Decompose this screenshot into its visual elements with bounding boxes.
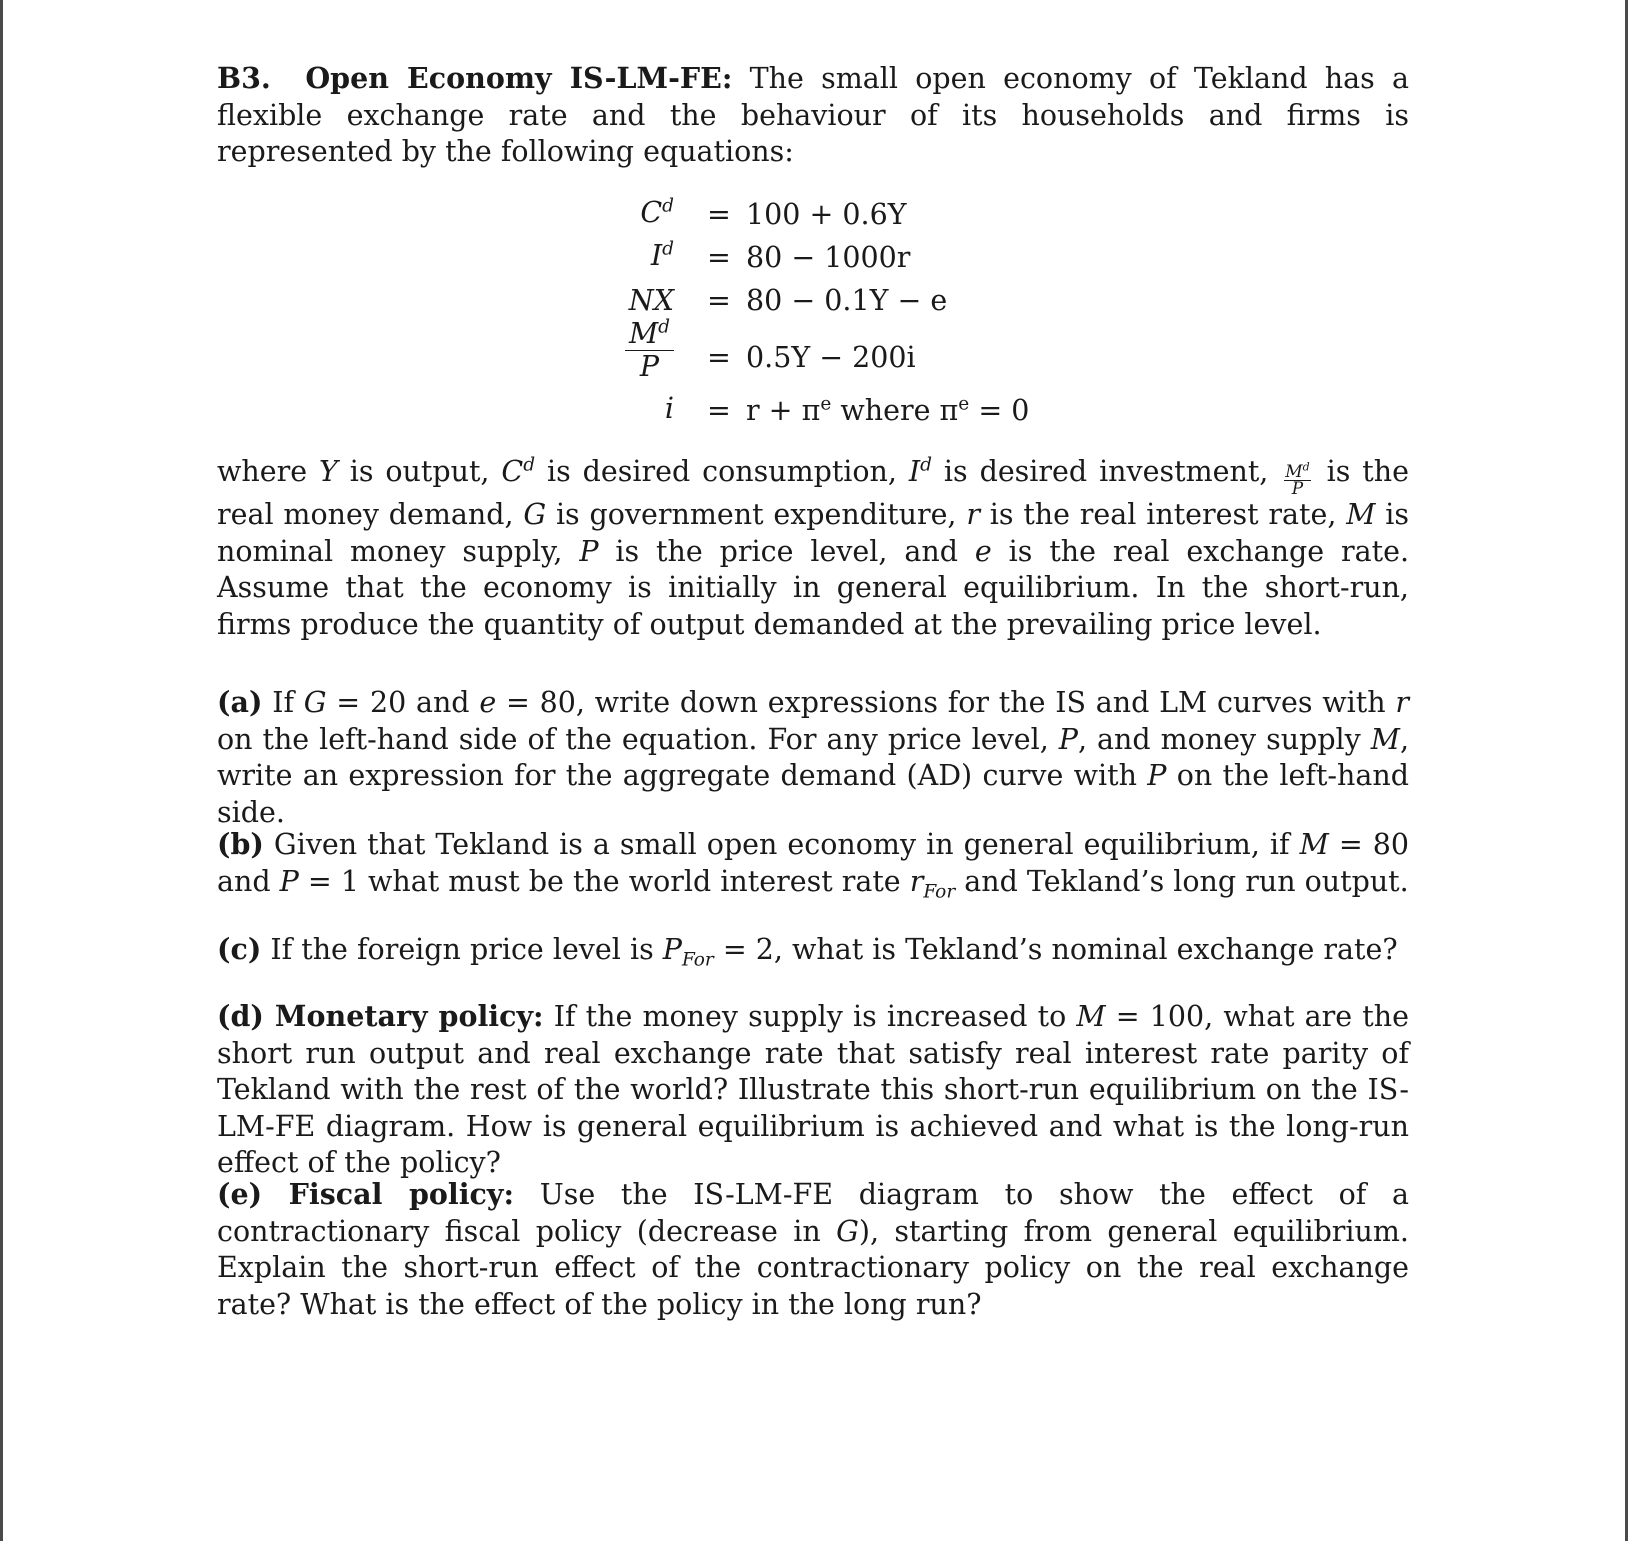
equals-sign: =	[707, 198, 731, 231]
page-edge-left	[0, 0, 3, 1541]
equation-rhs-money-demand: 0.5Y − 200i	[746, 341, 916, 374]
equation-lhs-net-exports: NX	[628, 284, 674, 317]
part-c: (c) If the foreign price level is $P_{For} = 2$, what is Tekland’s nominal exchange rate?	[217, 932, 1398, 971]
question-intro-text: The small open economy of Tekland has a flexible exchange rate and the behaviour of its households and firms is represented by the following equations:	[217, 62, 1410, 169]
equation-lhs-money-demand: $\frac{M^d}{P}$	[600, 318, 674, 383]
equation-rhs-investment: 80 − 1000r	[746, 241, 911, 274]
equation-lhs-investment: $I^d$	[650, 238, 674, 272]
equation-rhs-consumption: 100 + 0.6Y	[746, 198, 907, 231]
question-label: B3.	[217, 61, 271, 95]
part-e: (e) Fiscal policy: Use the IS-LM-FE diagram to show the effect of a contractionary fiscal policy (decrease in G), starting from general equilibrium. Explain the short-run effect of the contractionary policy on the real exchange rate? What is the effect of the policy in the long run?	[217, 1177, 1410, 1321]
equals-sign: =	[707, 241, 731, 274]
equals-sign: =	[707, 284, 731, 317]
inline-fraction-money-demand: $\frac{M^d}{P}$	[1285, 460, 1310, 499]
equation-rhs-net-exports: 80 − 0.1Y − e	[746, 284, 948, 317]
equation-lhs-nominal-rate: i	[664, 392, 674, 425]
part-d: (d) Monetary policy: If the money supply is increased to M = 100, what are the short run output and real exchange rate that satisfy real interest rate parity of Tekland with the rest of the world? Illustrate this short-run equilibrium on the IS-LM-FE diagram. How is general equilibrium is achieved and what is the long-run effect of the policy?	[217, 999, 1409, 1180]
equation-lhs-consumption: $C^d$	[640, 195, 674, 229]
equals-sign: =	[707, 394, 731, 427]
question-title: Open Economy IS-LM-FE:	[305, 61, 733, 95]
part-a: (a) If G = 20 and e = 80, write down expressions for the IS and LM curves with r on the left-hand side of the equation. For any price level, P, and money supply M, write an expression for the aggregate demand (AD) curve with P on the left-hand side.	[217, 685, 1410, 829]
document-page	[217, 60, 1409, 171]
equation-rhs-fisher: $r + \pi^e$ where $\pi^e = 0$	[746, 393, 1030, 427]
question-intro	[217, 60, 1409, 171]
equals-sign: =	[707, 341, 731, 374]
part-b: (b) Given that Tekland is a small open economy in general equilibrium, if M = 80 and P = 1 what must be the world interest rate $r_{For}$ and Tekland’s long run output.	[217, 827, 1409, 903]
definitions-paragraph: where Y is output, $C^d$ is desired consumption, $I^d$ is desired investment, $\frac{M^d}{P}$ is the real money demand, G is government expenditure, r is the real interest rate, M is nominal money supply, P is the price level, and e is the real exchange rate. Assume that the economy is initially in general equilibrium. In the short-run, firms produce the quantity of output demanded at the prevailing price level.	[217, 454, 1410, 641]
